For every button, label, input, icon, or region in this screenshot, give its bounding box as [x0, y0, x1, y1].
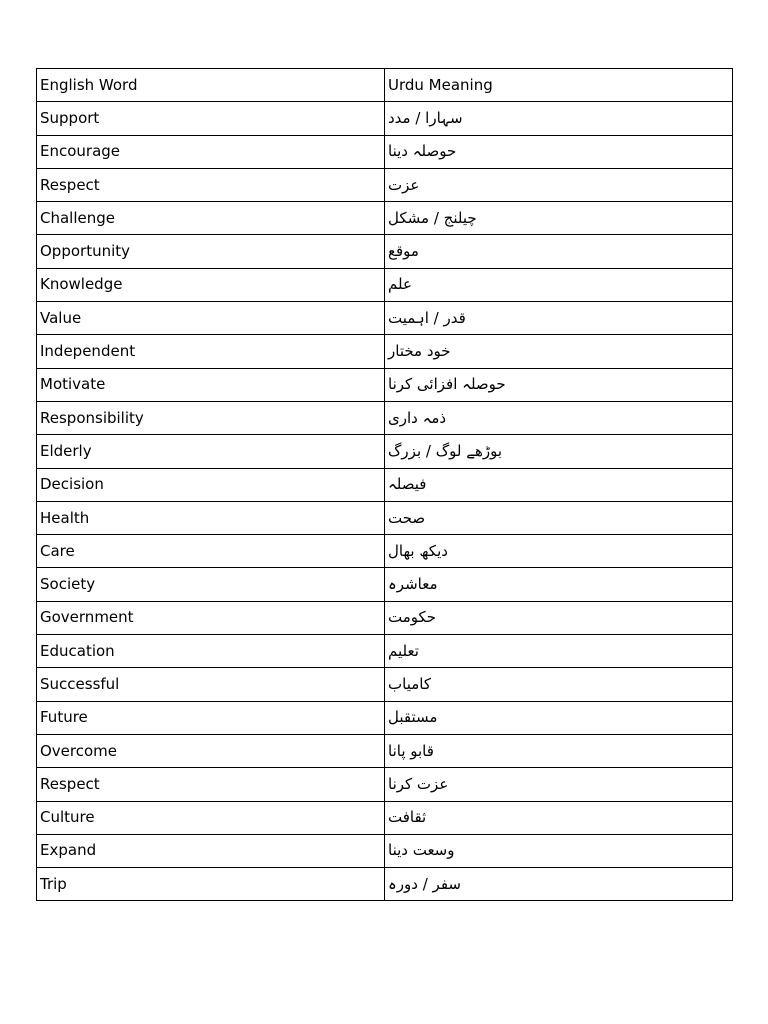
table-row [37, 135, 733, 168]
urdu-meaning-text: فیصلہ [388, 475, 427, 494]
table-row [37, 435, 733, 468]
urdu-meaning-cell [385, 302, 733, 335]
table-row [37, 701, 733, 734]
table-row [37, 635, 733, 668]
urdu-meaning-text: سفر / دورہ [388, 874, 461, 893]
table-row [37, 202, 733, 235]
urdu-meaning-text: معاشرہ [388, 575, 438, 594]
table-row [37, 734, 733, 767]
table-row [37, 601, 733, 634]
english-word-cell: Health [37, 501, 385, 534]
english-word-cell: Support [37, 102, 385, 135]
urdu-meaning-text: ثقافت [388, 808, 427, 827]
urdu-meaning-cell [385, 401, 733, 434]
english-word-cell: Culture [37, 801, 385, 834]
urdu-meaning-text: مستقبل [388, 708, 438, 727]
table-row [37, 801, 733, 834]
urdu-meaning-cell [385, 335, 733, 368]
table-row [37, 668, 733, 701]
english-word-cell: Overcome [37, 734, 385, 767]
urdu-meaning-text: موقع [388, 242, 419, 261]
english-word-cell: Decision [37, 468, 385, 501]
urdu-meaning-cell [385, 102, 733, 135]
urdu-meaning-text: قابو پانا [388, 741, 434, 760]
urdu-meaning-cell [385, 701, 733, 734]
english-word-cell: Respect [37, 768, 385, 801]
urdu-meaning-text: حوصلہ افزائی کرنا [388, 375, 506, 394]
urdu-meaning-cell [385, 601, 733, 634]
urdu-meaning-cell [385, 135, 733, 168]
table-row [37, 768, 733, 801]
urdu-meaning-text: عزت کرنا [388, 774, 449, 793]
urdu-meaning-cell [385, 668, 733, 701]
urdu-meaning-text: دیکھ بھال [388, 541, 448, 560]
table-row [37, 468, 733, 501]
table-row [37, 368, 733, 401]
english-word-cell: Education [37, 635, 385, 668]
english-word-cell: Society [37, 568, 385, 601]
header-english-word: English Word [37, 69, 385, 102]
urdu-meaning-cell [385, 368, 733, 401]
english-word-cell: Elderly [37, 435, 385, 468]
urdu-meaning-text: خود مختار [388, 342, 451, 361]
urdu-meaning-cell [385, 635, 733, 668]
english-word-cell: Expand [37, 834, 385, 867]
english-word-cell: Encourage [37, 135, 385, 168]
table-row [37, 568, 733, 601]
table-row [37, 235, 733, 268]
urdu-meaning-cell [385, 734, 733, 767]
urdu-meaning-cell [385, 768, 733, 801]
urdu-meaning-text: تعلیم [388, 641, 419, 660]
table-row [37, 401, 733, 434]
table-row [37, 335, 733, 368]
urdu-meaning-cell [385, 834, 733, 867]
english-word-cell: Independent [37, 335, 385, 368]
english-word-cell: Care [37, 535, 385, 568]
urdu-meaning-text: کامیاب [388, 674, 431, 693]
table-row [37, 834, 733, 867]
urdu-meaning-cell [385, 235, 733, 268]
english-word-cell: Future [37, 701, 385, 734]
table-row [37, 501, 733, 534]
english-word-cell: Respect [37, 168, 385, 201]
urdu-meaning-cell [385, 535, 733, 568]
table-row [37, 868, 733, 901]
table-row [37, 535, 733, 568]
english-word-cell: Motivate [37, 368, 385, 401]
english-word-cell: Opportunity [37, 235, 385, 268]
english-word-cell: Responsibility [37, 401, 385, 434]
table-row [37, 268, 733, 301]
urdu-meaning-text: حکومت [388, 608, 437, 627]
urdu-meaning-text: علم [388, 275, 412, 294]
urdu-meaning-cell [385, 568, 733, 601]
urdu-meaning-text: بوڑھے لوگ / بزرگ [388, 441, 503, 460]
urdu-meaning-text: چیلنج / مشکل [388, 208, 477, 227]
english-word-cell: Challenge [37, 202, 385, 235]
urdu-meaning-cell [385, 868, 733, 901]
english-word-cell: Trip [37, 868, 385, 901]
urdu-meaning-cell [385, 801, 733, 834]
urdu-meaning-cell [385, 168, 733, 201]
urdu-meaning-cell [385, 501, 733, 534]
urdu-meaning-cell [385, 202, 733, 235]
table-header-row [37, 69, 733, 102]
urdu-meaning-text: ذمہ داری [388, 408, 447, 427]
english-word-cell: Successful [37, 668, 385, 701]
english-word-cell: Knowledge [37, 268, 385, 301]
english-word-cell: Government [37, 601, 385, 634]
urdu-meaning-text: عزت [388, 175, 420, 194]
urdu-meaning-text: حوصلہ دینا [388, 142, 457, 161]
urdu-meaning-cell [385, 435, 733, 468]
english-word-cell: Value [37, 302, 385, 335]
urdu-meaning-text: صحت [388, 508, 426, 527]
header-urdu-meaning: Urdu Meaning [385, 69, 733, 102]
table-row [37, 168, 733, 201]
urdu-meaning-cell [385, 468, 733, 501]
urdu-meaning-text: وسعت دینا [388, 841, 455, 860]
vocabulary-table [36, 68, 733, 901]
table-row [37, 102, 733, 135]
urdu-meaning-text: سہارا / مدد [388, 108, 463, 127]
urdu-meaning-cell [385, 268, 733, 301]
urdu-meaning-text: قدر / اہمیت [388, 308, 466, 327]
table-row [37, 302, 733, 335]
vocabulary-table-body [37, 69, 733, 901]
